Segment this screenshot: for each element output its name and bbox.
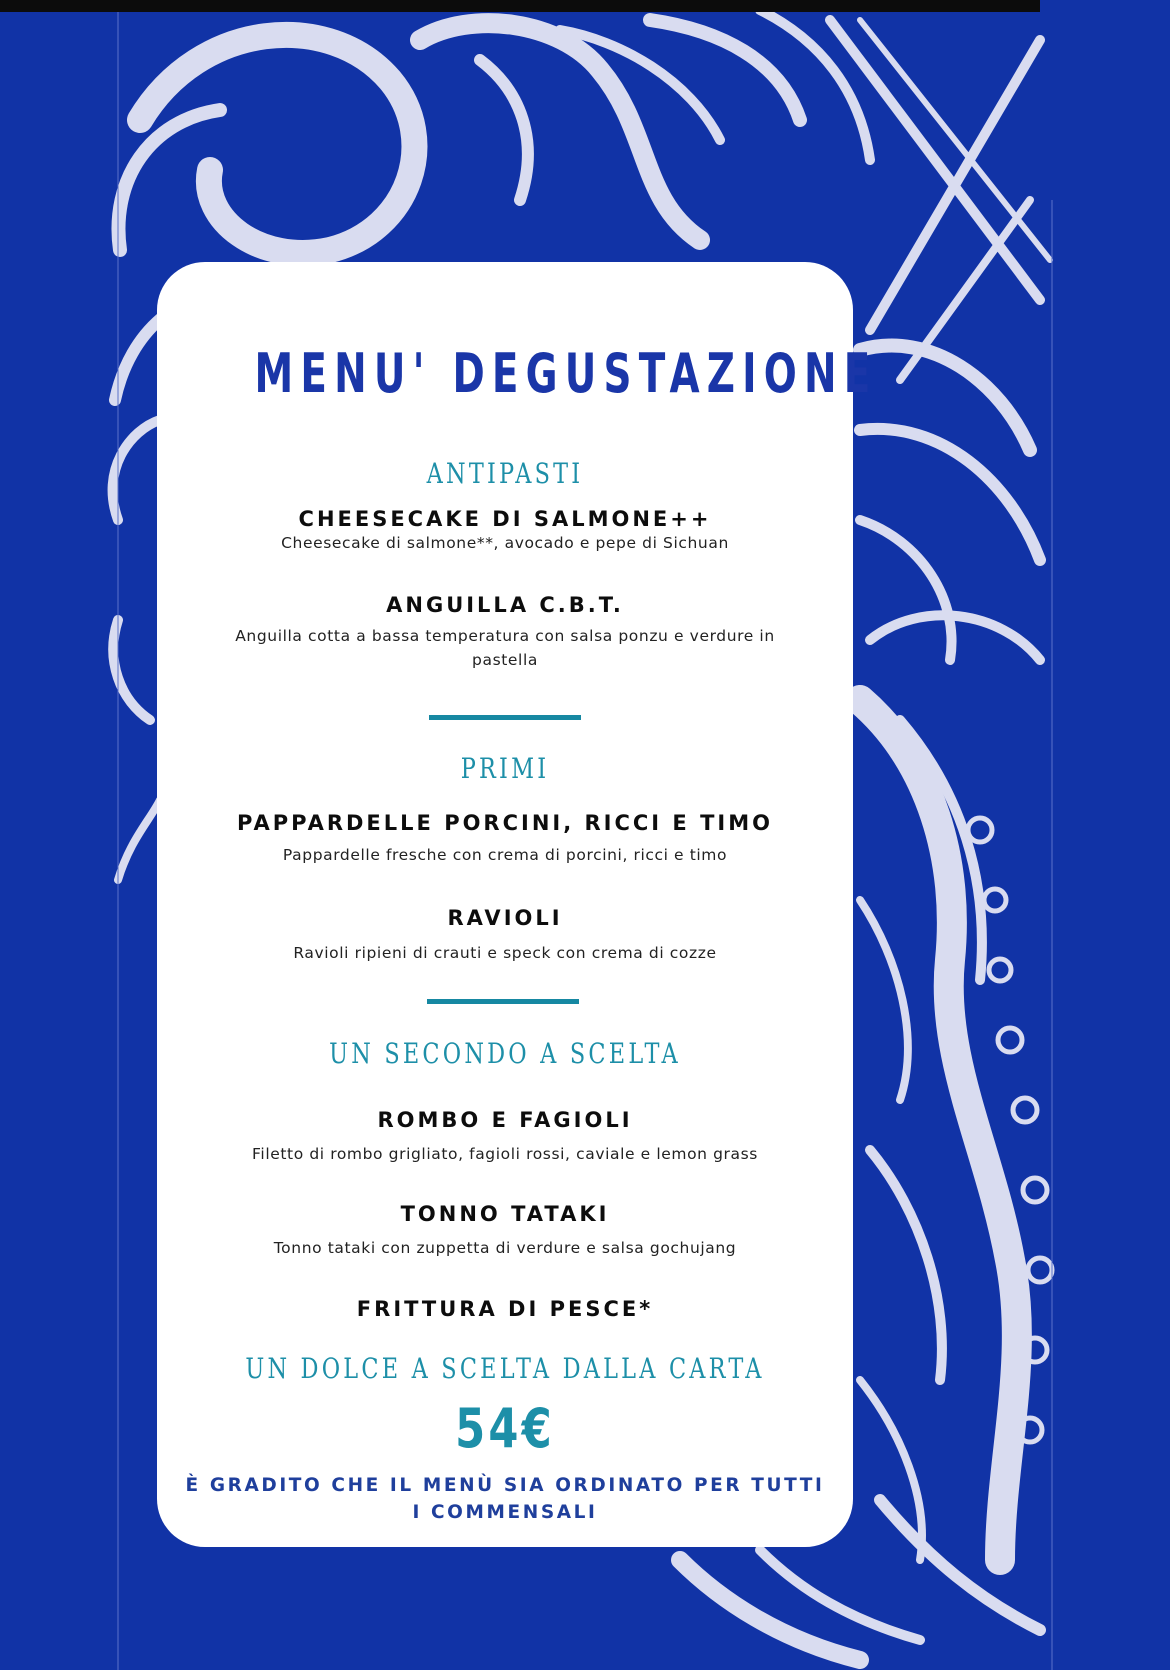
dish-frittura-name: FRITTURA DI PESCE* (356, 1297, 654, 1321)
dish-ravioli-name: RAVIOLI (447, 906, 563, 930)
dish-rombo-description: Filetto di rombo grigliato, fagioli rossi, caviale e lemon grass (252, 1145, 758, 1163)
dish-anguilla-name: ANGUILLA C.B.T. (386, 593, 624, 617)
dish-rombo-name: ROMBO E FAGIOLI (377, 1108, 633, 1132)
dish-pappardelle-name: PAPPARDELLE PORCINI, RICCI E TIMO (237, 811, 773, 835)
dish-tonno-name: TONNO TATAKI (400, 1202, 610, 1226)
dish-anguilla-description: Anguilla cotta a bassa temperatura con salsa ponzu e verdure in pastella (235, 627, 775, 669)
ordering-note: È GRADITO CHE IL MENÙ SIA ORDINATO PER TUTTI I COMMENSALI (185, 1475, 825, 1523)
section-primi-heading: PRIMI (460, 752, 550, 785)
dish-tonno-description: Tonno tataki con zuppetta di verdure e salsa gochujang (273, 1239, 737, 1257)
divider (427, 999, 579, 1004)
dish-ravioli-description: Ravioli ripieni di crauti e speck con crema di cozze (293, 944, 717, 962)
menu-title: MENU' DEGUSTAZIONE (254, 342, 878, 405)
top-border (0, 0, 1040, 12)
section-dolce-heading: UN DOLCE A SCELTA DALLA CARTA (245, 1352, 765, 1385)
section-secondo-heading: UN SECONDO A SCELTA (329, 1037, 681, 1070)
section-antipasti-heading: ANTIPASTI (426, 457, 584, 490)
menu-price: 54€ (455, 1397, 555, 1460)
dish-cheesecake-description: Cheesecake di salmone**, avocado e pepe di Sichuan (281, 534, 729, 552)
divider (429, 715, 581, 720)
dish-pappardelle-description: Pappardelle fresche con crema di porcini, ricci e timo (282, 846, 728, 864)
dish-cheesecake-name: CHEESECAKE DI SALMONE++ (298, 507, 712, 531)
menu-card (157, 262, 878, 1547)
